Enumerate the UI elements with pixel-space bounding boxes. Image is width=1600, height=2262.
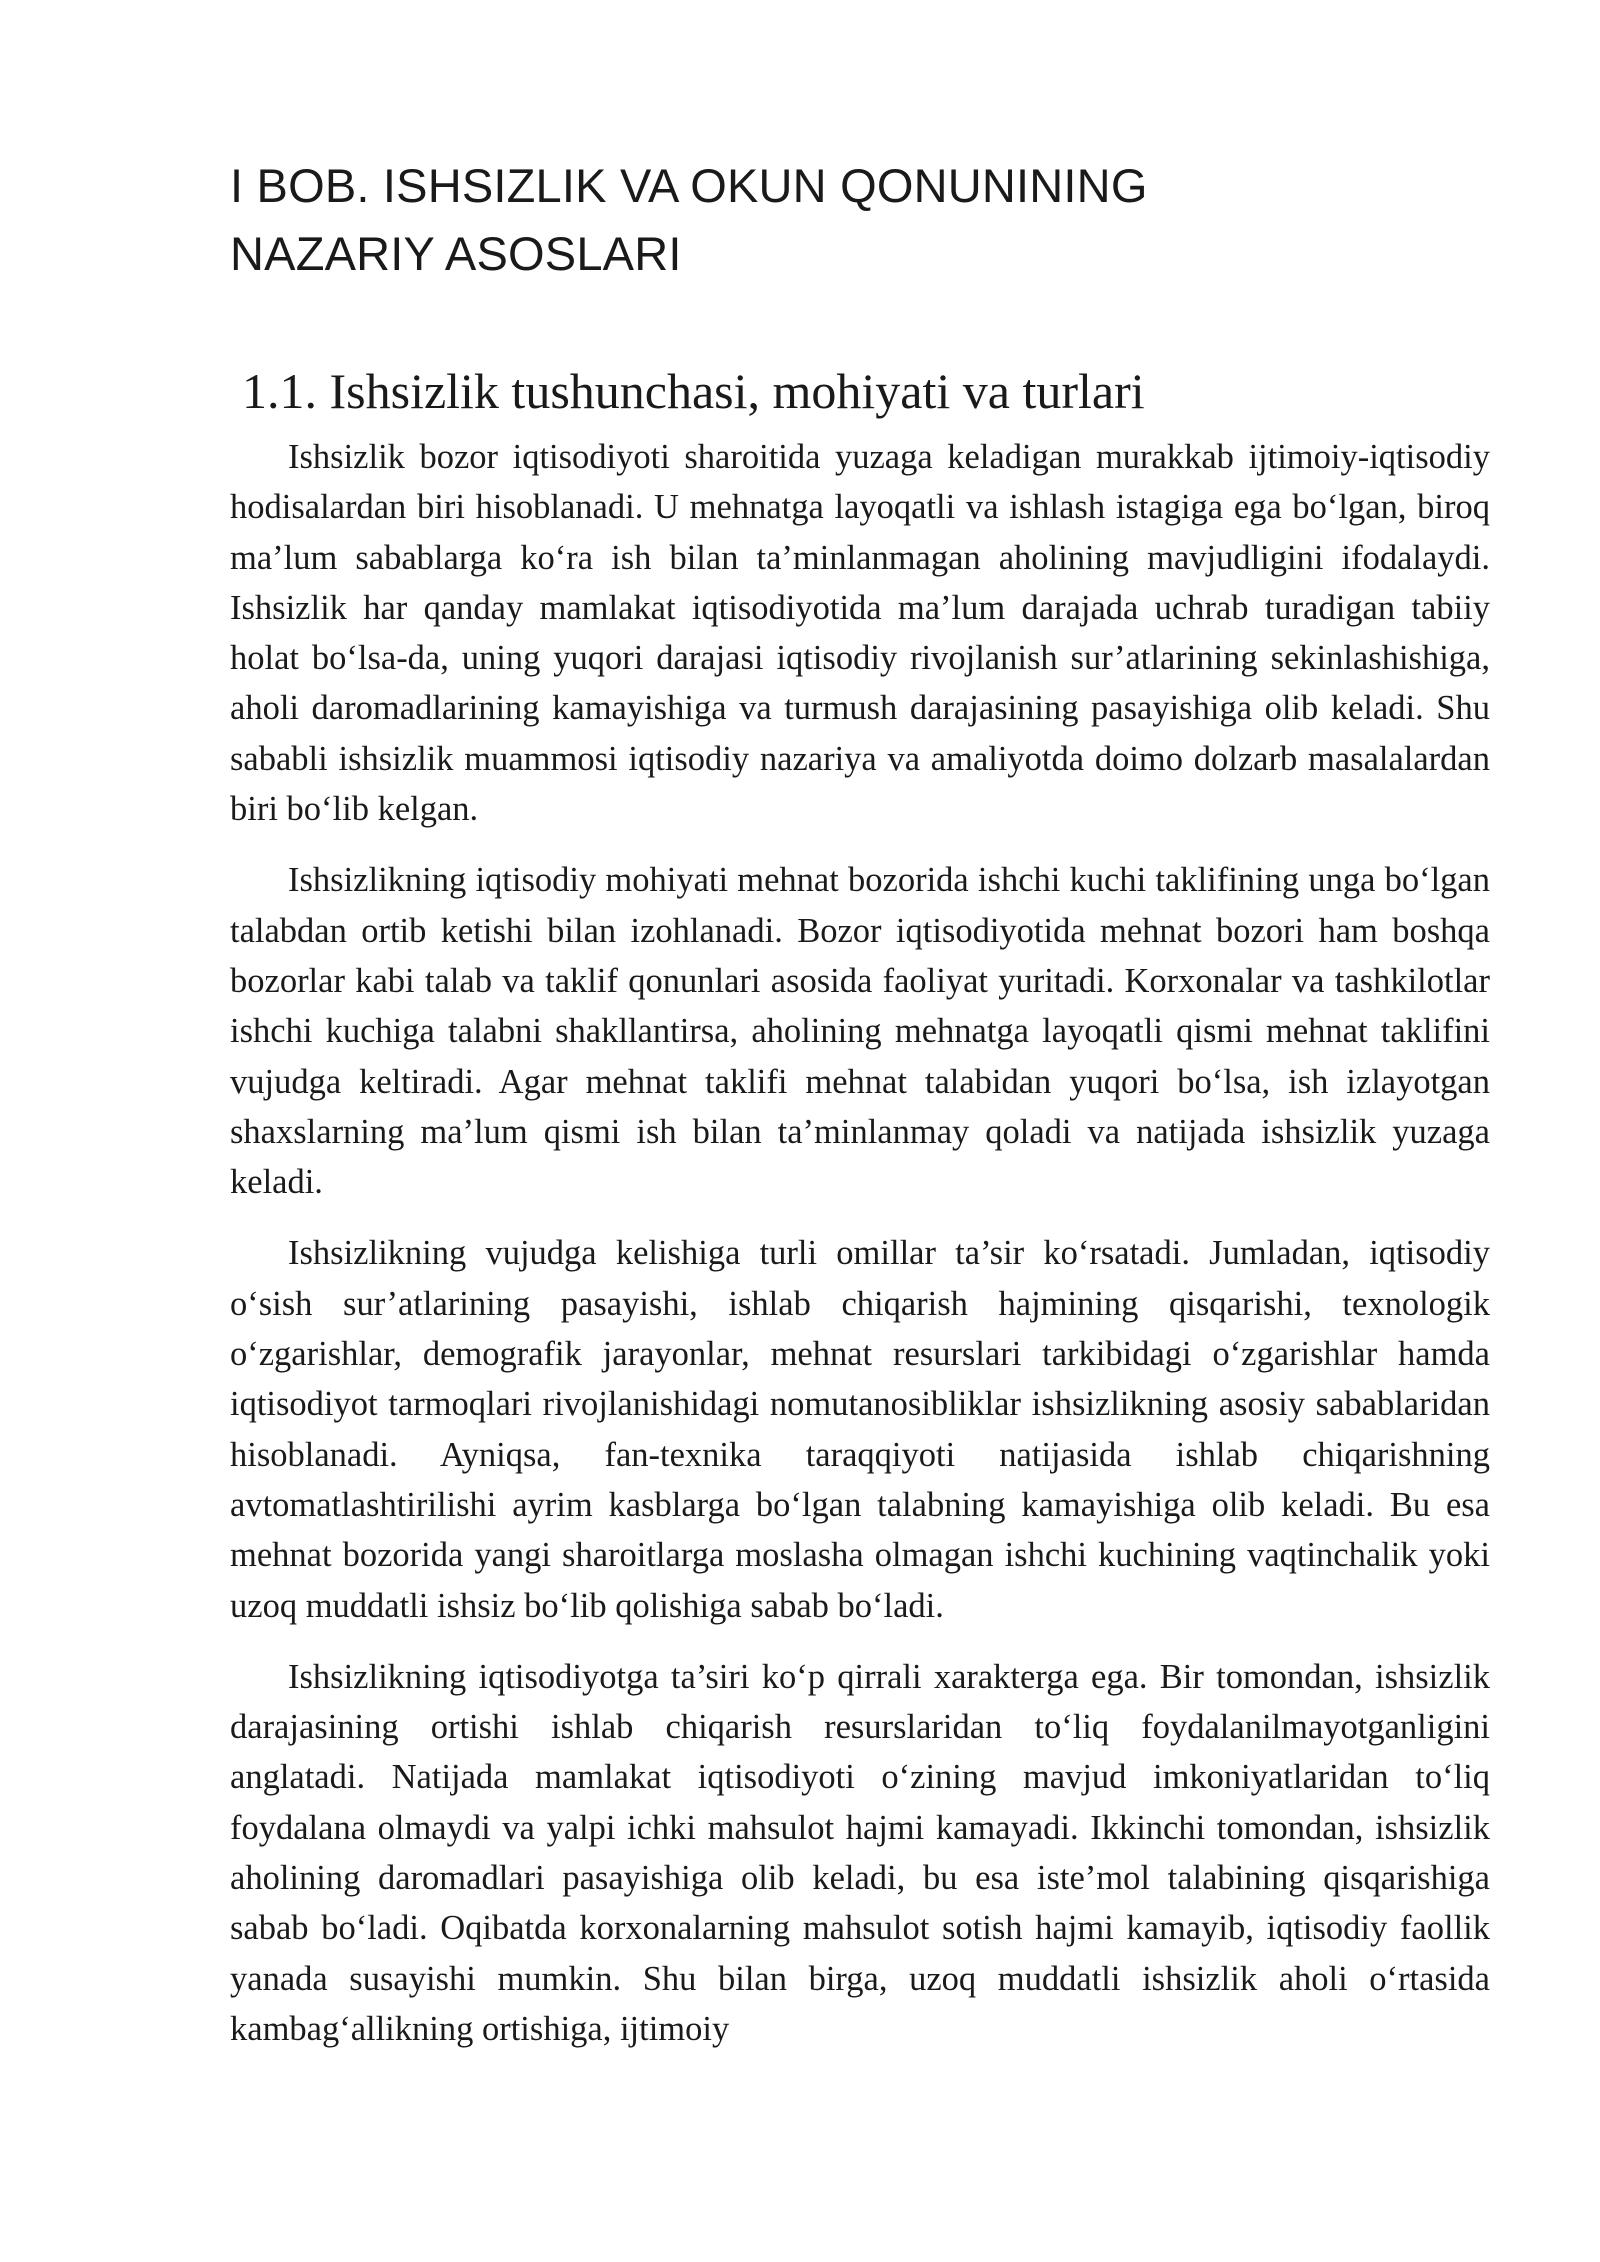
paragraph-2: Ishsizlikning iqtisodiy mohiyati mehnat bozorida ishchi kuchi taklifining unga bo‘lgan talabdan ortib ketishi bilan izohlanadi. Bozor iqtisodiyotida mehnat bozori ham boshqa bozorlar kabi talab va taklif qonunlari asosida faoliyat yuritadi. Korxonalar va tashkilotlar ishchi kuchiga talabni shakllantirsa, aholining mehnatga layoqatli qismi mehnat taklifini vujudga keltiradi. Agar mehnat taklifi mehnat talabidan yuqori bo‘lsa, ish izlayotgan shaxslarning ma’lum qismi ish bilan ta’minlanmay qoladi va natijada ishsizlik yuzaga keladi. <box>230 861 1490 1202</box>
paragraph-3: Ishsizlikning vujudga kelishiga turli omillar ta’sir ko‘rsatadi. Jumladan, iqtisodiy o‘sish sur’atlarining pasayishi, ishlab chiqarish hajmining qisqarishi, texnologik o‘zgarishlar, demografik jarayonlar, mehnat resurslari tarkibidagi o‘zgarishlar hamda iqtisodiyot tarmoqlari rivojlanishidagi nomutanosibliklar ishsizlikning asosiy sabablaridan hisoblanadi. Ayniqsa, fan-texnika taraqqiyoti natijasida ishlab chiqarishning avtomatlashtirilishi ayrim kasblarga bo‘lgan talabning kamayishiga olib keladi. Bu esa mehnat bozorida yangi sharoitlarga moslasha olmagan ishchi kuchining vaqtinchalik yoki uzoq muddatli ishsiz bo‘lib qolishiga sabab bo‘ladi. <box>230 1234 1490 1625</box>
chapter-title-line-2: NAZARIY ASOSLARI <box>230 227 682 280</box>
document-page <box>230 0 1490 2054</box>
chapter-title <box>230 0 1490 288</box>
paragraph-1: Ishsizlik bozor iqtisodiyoti sharoitida yuzaga keladigan murakkab ijtimoiy-iqtisodiy hodisalardan biri hisoblanadi. U mehnatga layoqatli va ishlash istagiga ega bo‘lgan, biroq ma’lum sabablarga ko‘ra ish bilan ta’minlanmagan aholining mavjudligini ifodalaydi. Ishsizlik har qanday mamlakat iqtisodiyotida ma’lum darajada uchrab turadigan tabiiy holat bo‘lsa-da, uning yuqori darajasi iqtisodiy rivojlanish sur’atlarining sekinlashishiga, aholi daromadlarining kamayishiga va turmush darajasining pasayishiga olib keladi. Shu sababli ishsizlik muammosi iqtisodiy nazariya va amaliyotda doimo dolzarb masalalardan biri bo‘lib kelgan. <box>230 438 1490 829</box>
section-title: 1.1. Ishsizlik tushunchasi, mohiyati va turlari <box>242 363 1145 419</box>
chapter-title-line-1: I BOB. ISHSIZLIK VA OKUN QONUNINING <box>230 159 1148 212</box>
paragraph-4: Ishsizlikning iqtisodiyotga ta’siri ko‘p qirrali xarakterga ega. Bir tomondan, ishsizlik darajasining ortishi ishlab chiqarish resurslaridan to‘liq foydalanilmayotganligini anglatadi. Natijada mamlakat iqtisodiyoti o‘zining mavjud imkoniyatlaridan to‘liq foydalana olmaydi va yalpi ichki mahsulot hajmi kamayadi. Ikkinchi tomondan, ishsizlik aholining daromadlari pasayishiga olib keladi, bu esa iste’mol talabining qisqarishiga sabab bo‘ladi. Oqibatda korxonalarning mahsulot sotish hajmi kamayib, iqtisodiy faollik yanada susayishi mumkin. Shu bilan birga, uzoq muddatli ishsizlik aholi o‘rtasida kambag‘allikning ortishiga, ijtimoiy <box>230 1657 1490 2048</box>
